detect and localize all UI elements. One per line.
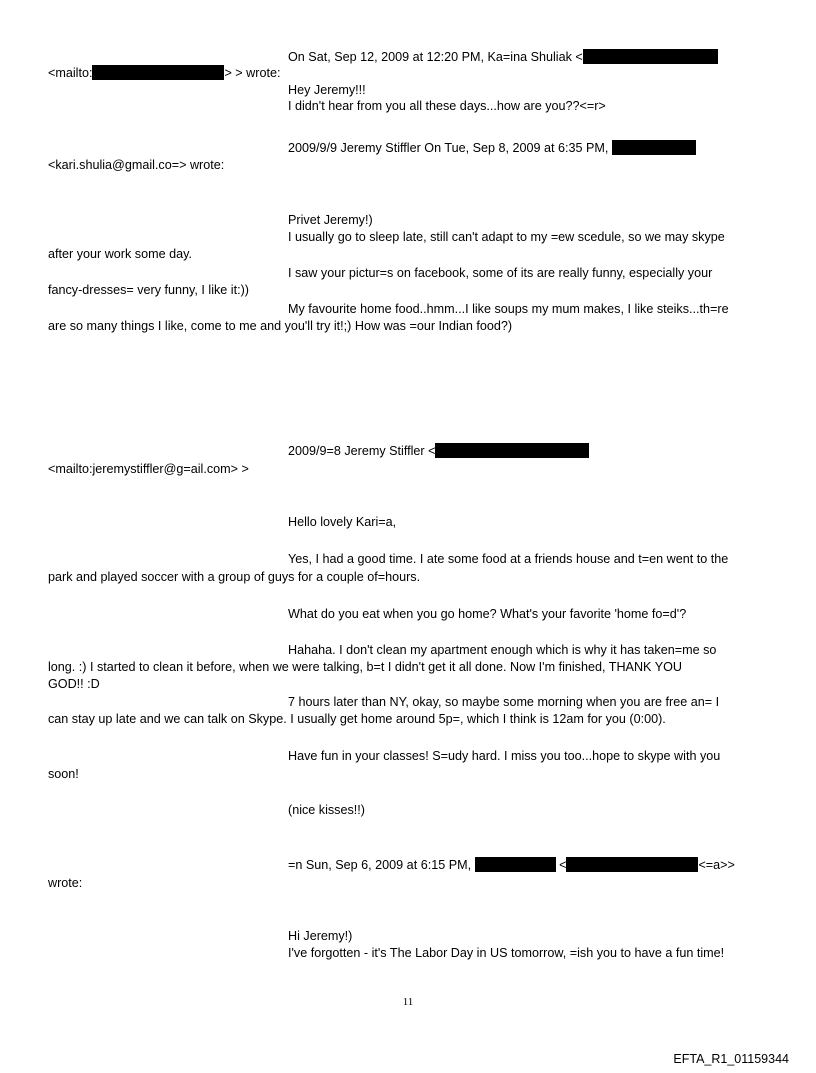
body-line: I saw your pictur=s on facebook, some of its are really funny, especially your [288, 266, 713, 280]
email-header-line: 2009/9=8 Jeremy Stiffler < [288, 443, 589, 459]
body-line: long. :) I started to clean it before, when we were talking, b=t I didn't get it all done. Now I'm finished, THANK YOU [48, 660, 682, 674]
body-line: (nice kisses!!) [288, 803, 365, 817]
body-line: are so many things I like, come to me and you'll try it!;) How was =our Indian food?) [48, 319, 513, 333]
email-header-line: <mailto: > > wrote: [48, 66, 281, 80]
body-line: soon! [48, 767, 79, 781]
email-header-line: On Sat, Sep 12, 2009 at 12:20 PM, Ka=ina Shuliak < [288, 49, 718, 65]
redaction-box [583, 49, 718, 64]
email-header-line: <mailto:jeremystiffler@g=ail.com> > [48, 462, 249, 476]
body-line: My favourite home food..hmm...I like soups my mum makes, I like steiks...th=re [288, 302, 729, 316]
body-line: Hahaha. I don't clean my apartment enough which is why it has taken=me so [288, 643, 717, 657]
body-line: Hello lovely Kari=a, [288, 515, 397, 529]
email-header-line: <kari.shulia@gmail.co=> wrote: [48, 158, 225, 172]
email-header-line: wrote: [48, 876, 83, 890]
body-line: Hey Jeremy!!! [288, 83, 366, 97]
body-line: 7 hours later than NY, okay, so maybe some morning when you are free an= I [288, 695, 720, 709]
email-header-line: =n Sun, Sep 6, 2009 at 6:15 PM, < <=a>> [288, 858, 735, 872]
page-number: 11 [402, 996, 414, 1008]
body-line: I didn't hear from you all these days...how are you??<=r> [288, 99, 606, 113]
body-line: What do you eat when you go home? What's your favorite 'home fo=d'? [288, 607, 687, 621]
body-line: I've forgotten - it's The Labor Day in US tomorrow, =ish you to have a fun time! [288, 946, 725, 960]
body-line: I usually go to sleep late, still can't adapt to my =ew scedule, so we may skype [288, 230, 725, 244]
body-line: Yes, I had a good time. I ate some food at a friends house and t=en went to the [288, 552, 729, 566]
body-line: park and played soccer with a group of guys for a couple of=hours. [48, 570, 421, 584]
redaction-box [612, 140, 696, 155]
redaction-box [475, 857, 556, 872]
email-header-line: 2009/9/9 Jeremy Stiffler On Tue, Sep 8, 2009 at 6:35 PM, [288, 140, 696, 156]
body-line: can stay up late and we can talk on Skype. I usually get home around 5p=, which I think is 12am for you (0:00). [48, 712, 666, 726]
body-line: GOD!! :D [48, 677, 100, 691]
body-line: fancy-dresses= very funny, I like it:)) [48, 283, 249, 297]
bates-number: EFTA_R1_01159344 [673, 1052, 789, 1066]
body-line: Hi Jeremy!) [288, 929, 353, 943]
body-line: Have fun in your classes! S=udy hard. I miss you too...hope to skype with you [288, 749, 721, 763]
body-line: after your work some day. [48, 247, 192, 261]
redaction-box [566, 857, 698, 872]
redaction-box [435, 443, 589, 458]
redaction-box [92, 65, 224, 80]
body-line: Privet Jeremy!) [288, 213, 373, 227]
